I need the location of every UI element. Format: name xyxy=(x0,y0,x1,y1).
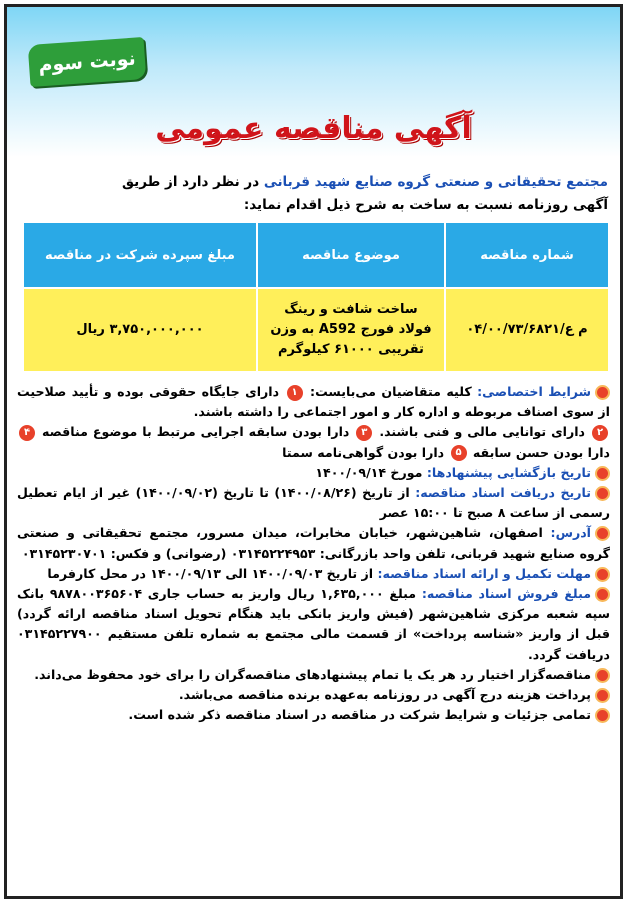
bullet-icon xyxy=(595,486,610,501)
number-icon: ۱ xyxy=(287,385,303,401)
bullet-icon xyxy=(595,567,610,582)
cell-subject: ساخت شافت و رینگ فولاد فورج A592 به وزن تقریبی ۶۱۰۰۰ کیلوگرم xyxy=(257,288,445,372)
note-2: پرداخت هزینه درج آگهی در روزنامه به‌عهده برنده مناقصه می‌باشد. xyxy=(17,685,610,705)
header-number: شماره مناقصه xyxy=(445,222,609,288)
organization-name: مجتمع تحقیقاتی و صنعتی گروه صنایع شهید قربانی xyxy=(263,174,608,190)
tender-table xyxy=(22,221,610,373)
number-icon: ۵ xyxy=(451,445,467,461)
notice-title: آگهی مناقصه عمومی xyxy=(155,111,472,146)
note-3: تمامی جزئیات و شرایط شرکت در مناقصه در اسناد مناقصه ذکر شده است. xyxy=(17,705,610,725)
document-price: مبلغ فروش اسناد مناقصه: مبلغ ۱,۶۳۵,۰۰۰ ریال واریز به حساب جاری ۹۸۷۸۰۰۳۶۵۶۰۴ بانک سپه شعبه مرکزی شاهین‌شهر (فیش واریز بانکی باید هنگام تحویل اسناد مناقصه ارائه گردد) قبل از واریز «شناسه پرداخت» از قسمت مالی مجتمع به شماره تلفن مستقیم ۰۳۱۴۵۲۲۷۹۰۰ دریافت گردد. xyxy=(17,586,610,662)
bullet-icon xyxy=(595,708,610,723)
bullet-icon xyxy=(595,385,610,400)
notice-body: شرایط اختصاصی: کلیه متقاضیان می‌بایست: ۱ دارای جایگاه حقوقی بوده و تأیید صلاحیت از سوی اصناف مربوطه و اداره کار و امور اجتماعی را داشته باشند. ۲ دارای توانایی مالی و فنی باشند. ۳ دارا بودن سابقه اجرایی مرتبط با موضوع مناقصه ۴ دارا بودن حسن سابقه ۵ دارا بودن گواهی‌نامه سمتا تاریخ بازگشایی پیشنهادها: مورخ ۱۴۰۰/۰۹/۱۴ تاریخ دریافت اسناد مناقصه: از تاریخ (۱۴۰۰/۰۸/۲۶) تا تاریخ (۱۴۰۰/۰۹/۰۲) غیر از ایام تعطیل رسمی از ساعت ۸ صبح تا ۱۵:۰۰ عصر آدرس: اصفهان، شاهین‌شهر، خیابان مخابرات، میدان مسرور، مجتمع تحقیقاتی و صنعتی گروه صنایع شهید قربانی، تلفن واحد بازرگانی: ۰۳۱۴۵۲۲۴۹۵۳ (رضوانی) و فکس: ۰۳۱۴۵۲۳۰۷۰۱ مهلت تکمیل و ارائه اسناد مناقصه: از تاریخ ۱۴۰۰/۰۹/۰۳ الی ۱۴۰۰/۰۹/۱۳ در محل کارفرما مبلغ فروش اسناد مناقصه: مبلغ ۱,۶۳۵,۰۰۰ ریال واریز به حساب جاری ۹۸۷۸۰۰۳۶۵۶۰۴ بانک سپه شعبه مرکزی شاهین‌شهر (فیش واریز بانکی باید هنگام تحویل اسناد مناقصه ارائه گردد) قبل از واریز «شناسه پرداخت» از قسمت مالی مجتمع به شماره تلفن مستقیم ۰۳۱۴۵۲۲۷۹۰۰ دریافت گردد. مناقصه‌گزار اختیار رد هر یک یا تمام پیشنهادهای مناقصه‌گران را برای خود محفوظ می‌داند. پرداخت هزینه درج آگهی در روزنامه به‌عهده برنده مناقصه می‌باشد. تمامی جزئیات و شرایط شرکت در مناقصه در اسناد مناقصه ذکر شده است. xyxy=(17,382,610,725)
header-subject: موضوع مناقصه xyxy=(257,222,445,288)
receive-date: تاریخ دریافت اسناد مناقصه: از تاریخ (۱۴۰۰/۰۸/۲۶) تا تاریخ (۱۴۰۰/۰۹/۰۲) غیر از ایام تعطیل رسمی از ساعت ۸ صبح تا ۱۵:۰۰ عصر xyxy=(17,485,610,521)
bullet-icon xyxy=(595,668,610,683)
tender-notice xyxy=(4,4,623,899)
third-publication-badge: نوبت سوم xyxy=(28,37,147,87)
number-icon: ۴ xyxy=(19,425,35,441)
opening-date: تاریخ بازگشایی پیشنهادها: مورخ ۱۴۰۰/۰۹/۱۴ xyxy=(17,463,610,483)
intro-part2: آگهی روزنامه نسبت به ساخت به شرح ذیل اقدام نماید: xyxy=(243,197,608,213)
cell-number: ۰۴/م ع/۰۰/۷۳/۶۸۲۱ xyxy=(445,288,609,372)
number-icon: ۲ xyxy=(592,425,608,441)
bullet-icon xyxy=(595,466,610,481)
conditions-paragraph: شرایط اختصاصی: کلیه متقاضیان می‌بایست: ۱ دارای جایگاه حقوقی بوده و تأیید صلاحیت از سوی اصناف مربوطه و اداره کار و امور اجتماعی را داشته باشند. xyxy=(17,384,610,420)
intro-part1: در نظر دارد از طریق xyxy=(122,174,264,190)
note-1: مناقصه‌گزار اختیار رد هر یک یا تمام پیشنهادهای مناقصه‌گران را برای خود محفوظ می‌داند. xyxy=(17,665,610,685)
submission-deadline: مهلت تکمیل و ارائه اسناد مناقصه: از تاریخ ۱۴۰۰/۰۹/۰۳ الی ۱۴۰۰/۰۹/۱۳ در محل کارفرما xyxy=(17,564,610,584)
bullet-icon xyxy=(595,688,610,703)
header-deposit: مبلغ سپرده شرکت در مناقصه xyxy=(23,222,257,288)
intro-text xyxy=(19,171,608,217)
bullet-icon xyxy=(595,587,610,602)
number-icon: ۳ xyxy=(356,425,372,441)
address: آدرس: اصفهان، شاهین‌شهر، خیابان مخابرات، میدان مسرور، مجتمع تحقیقاتی و صنعتی گروه صنایع شهید قربانی، تلفن واحد بازرگانی: ۰۳۱۴۵۲۲۴۹۵۳ (رضوانی) و فکس: ۰۳۱۴۵۲۳۰۷۰۱ xyxy=(17,525,610,561)
bullet-icon xyxy=(595,526,610,541)
cell-deposit: ۳,۷۵۰,۰۰۰,۰۰۰ ریال xyxy=(23,288,257,372)
